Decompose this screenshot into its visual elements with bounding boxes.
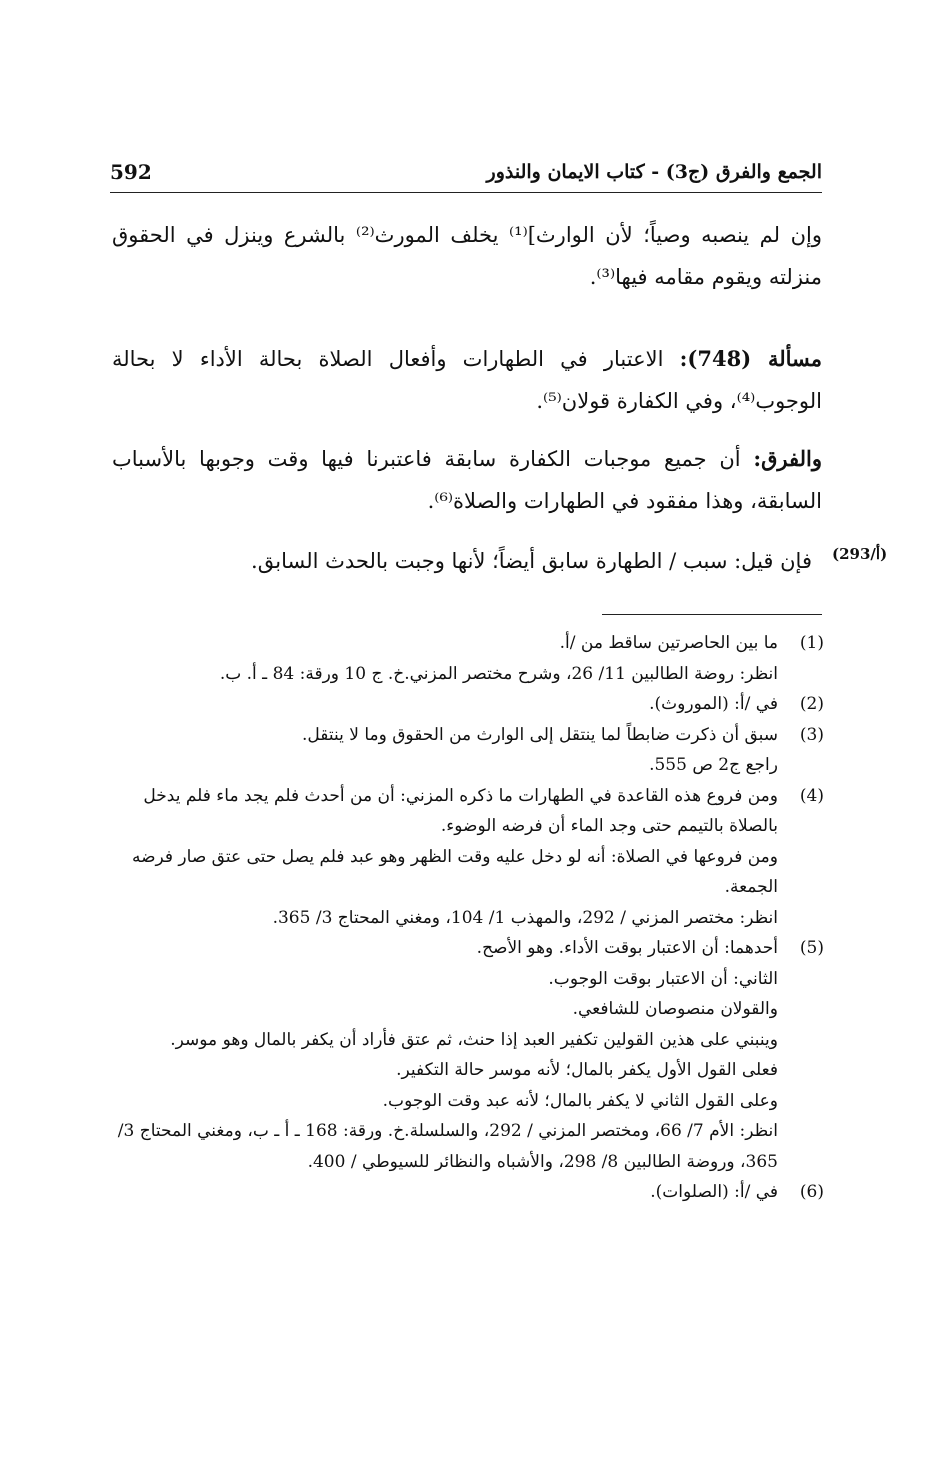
- footnote-number: (2): [799, 694, 824, 714]
- footnote-separator: [602, 614, 822, 615]
- footnote-line: والقولان منصوصان للشافعي.: [572, 999, 778, 1019]
- footnote-line: انظر: مختصر المزني / 292، والمهذب 1/ 104، ومغني المحتاج 3/ 365.: [272, 907, 778, 928]
- difference-label: والفرق:: [753, 446, 822, 471]
- footnote: [112, 689, 824, 720]
- page-header: [110, 152, 822, 193]
- footnote-line: الثاني: أن الاعتبار بوقت الوجوب.: [548, 968, 778, 989]
- footnote: [112, 781, 824, 934]
- page-number: 592: [110, 160, 152, 184]
- footnote-line: راجع ج2 ص 555.: [649, 755, 778, 775]
- footnote-body: [112, 720, 778, 781]
- footnote-body: [112, 1177, 778, 1208]
- footnote-line: انظر: روضة الطالبين 11/ 26، وشرح مختصر المزني.خ. ج 10 ورقة: 84 ـ أ. ب.: [219, 663, 778, 684]
- issue-label: مسألة (748):: [679, 346, 822, 371]
- footnote-line: سبق أن ذكرت ضابطاً لما ينتقل إلى الوارث من الحقوق وما لا ينتقل.: [301, 724, 778, 745]
- difference-text: أن جميع موجبات الكفارة سابقة فاعتبرنا فيها وقت وجوبها بالأسباب السابقة، وهذا مفقود في الطهارات والصلاة⁽⁶⁾.: [112, 447, 822, 513]
- footnote-number: (3): [799, 724, 824, 745]
- footnote-body: [112, 689, 778, 720]
- paragraph-issue-748: [112, 338, 822, 422]
- footnote-line: ومن فروعها في الصلاة: أنه لو دخل عليه وقت الظهر وهو عبد فلم يصل حتى عتق صار فرضه الجمعة.: [131, 846, 778, 897]
- footnote-number: (1): [799, 633, 824, 653]
- footnote-line: أحدهما: أن الاعتبار بوقت الأداء. وهو الأصح.: [476, 938, 778, 958]
- footnote: [112, 720, 824, 781]
- footnote: [112, 1177, 824, 1208]
- footnotes: [112, 628, 824, 1208]
- paragraph-difference: [112, 438, 822, 522]
- footnote: [112, 933, 824, 1177]
- footnote-line: انظر: الأم 7/ 66، ومختصر المزني / 292، والسلسلة.خ. ورقة: 168 ـ أ ـ ب، ومغني المحتاج 3/ 365، وروضة الطالبين 8/ 298، والأشباه والنظائر للسيوطي / 400.: [117, 1121, 778, 1172]
- footnote-number: (4): [799, 785, 824, 806]
- footnote-number: (5): [799, 938, 824, 958]
- footnote-line: وينبني على هذين القولين تكفير العبد إذا حنث، ثم عتق فأراد أن يكفر بالمال وهو موسر.: [170, 1029, 778, 1050]
- footnote-number: (6): [799, 1182, 824, 1202]
- running-title: الجمع والفرق (ج3) - كتاب الايمان والنذور: [486, 161, 822, 183]
- footnote-line: في /أ: (الموروث).: [649, 694, 778, 714]
- footnote-line: ما بين الحاصرتين ساقط من /أ.: [559, 633, 778, 653]
- footnote-body: [112, 781, 778, 934]
- footnote-body: [112, 933, 778, 1177]
- footnote-line: في /أ: (الصلوات).: [650, 1182, 778, 1202]
- footnote-line: ومن فروع هذه القاعدة في الطهارات ما ذكره المزني: أن من أحدث فلم يجد ماء فلم يدخل بالصلاة بالتيمم حتى وجد الماء أن فرضه الوضوء.: [143, 785, 778, 836]
- paragraph-1: وإن لم ينصبه وصياً؛ لأن الوارث]⁽¹⁾ يخلف المورث⁽²⁾ بالشرع وينزل في الحقوق منزلته ويقوم مقامه فيها⁽³⁾.: [112, 223, 822, 289]
- footnote-body: [112, 628, 778, 689]
- manuscript-folio-note: (293/أ): [832, 545, 888, 563]
- paragraph-objection: فإن قيل: سبب / الطهارة سابق أيضاً؛ لأنها وجبت بالحدث السابق.: [251, 549, 812, 573]
- footnote: [112, 628, 824, 689]
- issue-text: الاعتبار في الطهارات وأفعال الصلاة بحالة الأداء لا بحالة الوجوب⁽⁴⁾، وفي الكفارة قولان⁽⁵⁾.: [112, 347, 822, 413]
- footnote-line: وعلى القول الثاني لا يكفر بالمال؛ لأنه عبد وقت الوجوب.: [382, 1090, 778, 1111]
- footnote-line: فعلى القول الأول يكفر بالمال؛ لأنه موسر حالة التكفير.: [396, 1060, 778, 1080]
